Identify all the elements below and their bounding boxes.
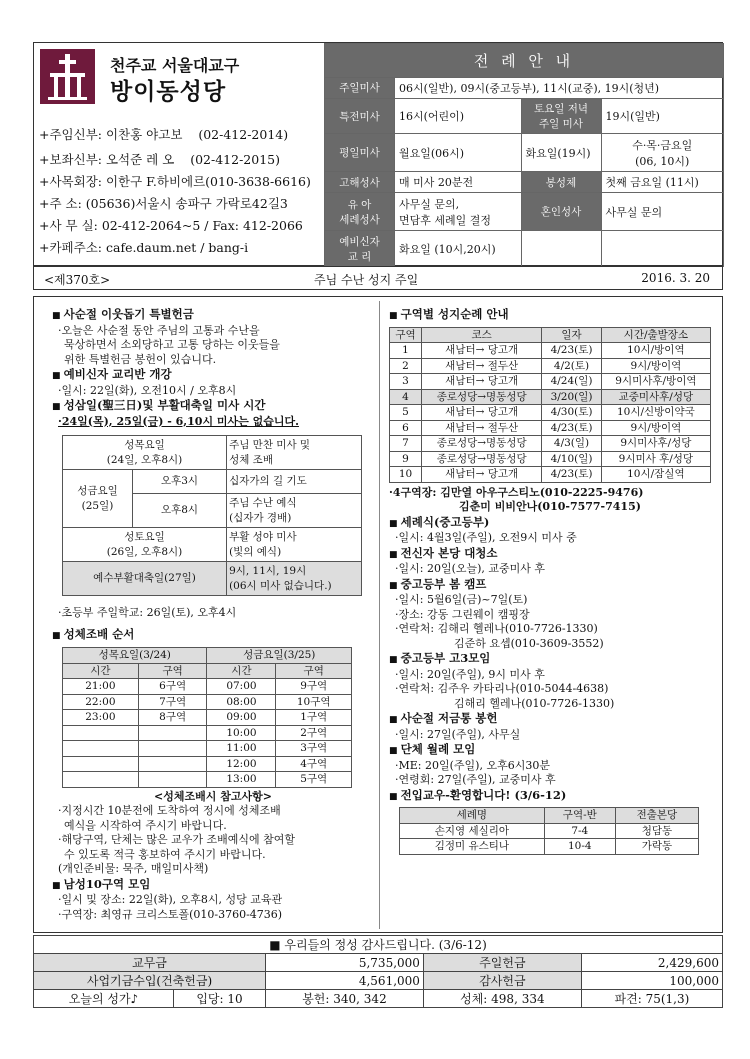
sunday-title: 주님 수난 성지 주일 [314,273,419,287]
notice-heading: ■ 성삼일(聖三日)및 부활대축일 미사 시간 [52,398,374,415]
header [33,42,723,266]
liturgy-table: 전 례 안 내 주일미사 06시(일반), 09시(중고등부), 11시(교중), 19시(청년) 특전미사 16시(어린이) 토요일 저녁 주일 미사 19시(일반) 평일미사 월요일(06시) 화요일(19시) 수·목·금요일 (06, 10시) 고해성사 매 미사 20분전 봉성체 첫째 금요일 (11시) 유 아 세례성사 사무실 문의, 면담후 세례일 결정 혼인성사 사무실 문의 예비신자 교 리 화요일 (10시,20시) [324,43,724,267]
offering-table: ■ 우리들의 정성 감사드립니다. (3/6-12) 교무금 5,735,000 주일헌금 2,429,600 사업기금수입(건축헌금) 4,561,000 감사헌금 100,000 오늘의 성가♪ 입당: 10 봉헌: 340, 342 성체: 498, 334 파견: 75(1,3) [33,935,723,1008]
notice-heading: ■ 성체조배 순서 [52,627,374,644]
issue-number: <제370호> [44,273,111,287]
notice-heading: ■ 전입교우-환영합니다! (3/6-12) [389,788,719,805]
office-line: +사 무 실: 02-412-2064~5 / Fax: 412-2066 [39,218,303,233]
parish-name: 방이동성당 [110,78,227,105]
left-column: ■ 사순절 이웃돕기 특별헌금 ·오늘은 사순절 동안 주님의 고통과 수난을 묵상하면서 소외당하고 고통 당하는 이웃들을 위한 특별헌금 봉헌이 있습니다. ■ 예비신자 교리반 개강 ·일시: 22일(화), 오전10시 / 오후8시 ■ 성삼일(聖三日)및 부활대축일 미사 시간 ·24일(목), 25일(금) - 6,10시 미사는 없습니다. 성목요일 (24일, 오후8시) 주님 만찬 미사 및 성체 조배 성금요일 (25일) 오후3시 십자가의 길 기도 오후8시 주님 수난 예식 (십자가 경배) 성토요일 (26일, 오후8시) 부활 성야 미사 (빛의 예식) 예수부활대축일(27일) 9시, 11시, 19시 (06시 미사 없습니다.) ·초등부 주일학교: 26일(토), 오후4시 ■ 성체조배 순서 성목요일(3/24) 성금요일(3/25) 시간 구역 시간 구역 21:00 6구역 07:00 9구역 22:00 7구역 08:00 10구역 23:00 8구역 09:00 1구역 10:00 2구역 11:00 3구역 12:00 4구역 13:00 5구역 <성체조배시 참고사항> ·지정시간 10분전에 도착하여 정시에 성체조배 예식을 시작하여 주시기 바랍니다. ·해당구역, 단체는 많은 교우가 조배예식에 참여할 수 있도록 적극 홍보하여 주시기 바랍니다. (개인준비물: 묵주, 매일미사책) ■ 남성10구역 모임 ·일시 및 장소: 22일(화), 오후8시, 성당 교육관 ·구역장: 최영규 크리스토폴(010-3760-4736) [52,307,374,922]
parish-logo-icon [40,49,95,104]
notice-heading: ■ 중고등부 봄 캠프 [389,577,719,594]
clergy-line: +주임신부: 이찬홍 야고보 (02-412-2014) [39,127,289,142]
notice-heading: ■ 전신자 본당 대청소 [389,546,719,563]
address-line: +주 소: (05636)서울시 송파구 가락로42길3 [39,196,288,211]
issue-bar [33,266,723,290]
cafe-line: +카페주소: cafe.daum.net / bang-i [39,240,249,255]
clergy-line: +보좌신부: 오석준 레 오 (02-412-2015) [39,152,280,167]
offering-footer [33,935,723,1008]
pilgrimage-table: 구역 코스 일자 시간/출발장소 1 새남터→ 당고개 4/23(토) 10시/방이역 2 새남터→ 절두산 4/2(토) 9시/방이역 3 새남터→ 당고개 4/24(일) 9시미사후/방이역 4 종로성당→명동성당 3/20(일) 교중미사후/성당 5 새남터→ 당고개 4/30(토) 10시/신방이약국 6 새남터→ 절두산 4/23(토) 9시/방이역 7 종로성당→명동성당 4/3(일) 9시미사후/성당 9 종로성당→명동성당 4/10(일) 9시미사 후/성당 10 새남터→ 당고개 4/23(토) 10시/잠실역 [389,327,711,483]
notice-heading: ■ 사순절 이웃돕기 특별헌금 [52,307,374,324]
issue-date: 2016. 3. 20 [641,271,710,285]
notice-heading: ■ 남성10구역 모임 [52,877,374,894]
notice-heading: ■ 세례식(중고등부) [389,515,719,532]
notice-heading: ■ 단체 월례 모임 [389,742,719,759]
newcomers-table: 세례명 구역-반 전출본당 손지영 세실리아 7-4 청담동 김정미 유스티나 10-4 가락동 [399,807,699,855]
notice-heading: ■ 중고등부 고3모임 [389,651,719,668]
liturgy-title: 전 례 안 내 [325,44,724,78]
main-content [33,296,723,933]
clergy-line: +사목회장: 이한구 F.하비에르(010-3638-6616) [39,174,311,189]
adoration-table: 성목요일(3/24) 성금요일(3/25) 시간 구역 시간 구역 21:00 6구역 07:00 9구역 22:00 7구역 08:00 10구역 23:00 8구역 09:00 1구역 10:00 2구역 11:00 3구역 12:00 4구역 13:00 5구역 [62,647,352,788]
column-divider [379,301,380,929]
right-column: ■ 구역별 성지순례 안내 구역 코스 일자 시간/출발장소 1 새남터→ 당고개 4/23(토) 10시/방이역 2 새남터→ 절두산 4/2(토) 9시/방이역 3 새남터→ 당고개 4/24(일) 9시미사후/방이역 4 종로성당→명동성당 3/20(일) 교중미사후/성당 5 새남터→ 당고개 4/30(토) 10시/신방이약국 6 새남터→ 절두산 4/23(토) 9시/방이역 7 종로성당→명동성당 4/3(일) 9시미사후/성당 9 종로성당→명동성당 4/10(일) 9시미사 후/성당 10 새남터→ 당고개 4/23(토) 10시/잠실역 ·4구역장: 김만열 아우구스티노(010-2225-9476) 김춘미 비비안나(010-7577-7415) ■ 세례식(중고등부) ·일시: 4월3일(주일), 오전9시 미사 중 ■ 전신자 본당 대청소 ·일시: 20일(오늘), 교중미사 후 ■ 중고등부 봄 캠프 ·일시: 5월6일(금)~7일(토) ·장소: 강동 그린웨이 캠핑장 ·연락처: 김해리 헬레나(010-7726-1330) 김준하 요셉(010-3609-3552) ■ 중고등부 고3모임 ·일시: 20일(주일), 9시 미사 후 ·연락처: 김주우 카타리나(010-5044-4638) 김해리 헬레나(010-7726-1330) ■ 사순절 저금통 봉헌 ·일시: 27일(주일), 사무실 ■ 단체 월례 모임 ·ME: 20일(주일), 오후6시30분 ·연령회: 27일(주일), 교중미사 후 ■ 전입교우-환영합니다! (3/6-12) 세례명 구역-반 전출본당 손지영 세실리아 7-4 청담동 김정미 유스티나 10-4 가락동 [389,307,719,855]
triduum-table: 성목요일 (24일, 오후8시) 주님 만찬 미사 및 성체 조배 성금요일 (25일) 오후3시 십자가의 길 기도 오후8시 주님 수난 예식 (십자가 경배) 성토요일 (26일, 오후8시) 부활 성야 미사 (빛의 예식) 예수부활대축일(27일) 9시, 11시, 19시 (06시 미사 없습니다.) [62,435,362,596]
org-name: 천주교 서울대교구 [110,56,240,75]
notice-heading: ■ 사순절 저금통 봉헌 [389,711,719,728]
notice-heading: ■ 구역별 성지순례 안내 [389,307,719,324]
notice-heading: ■ 예비신자 교리반 개강 [52,367,374,384]
